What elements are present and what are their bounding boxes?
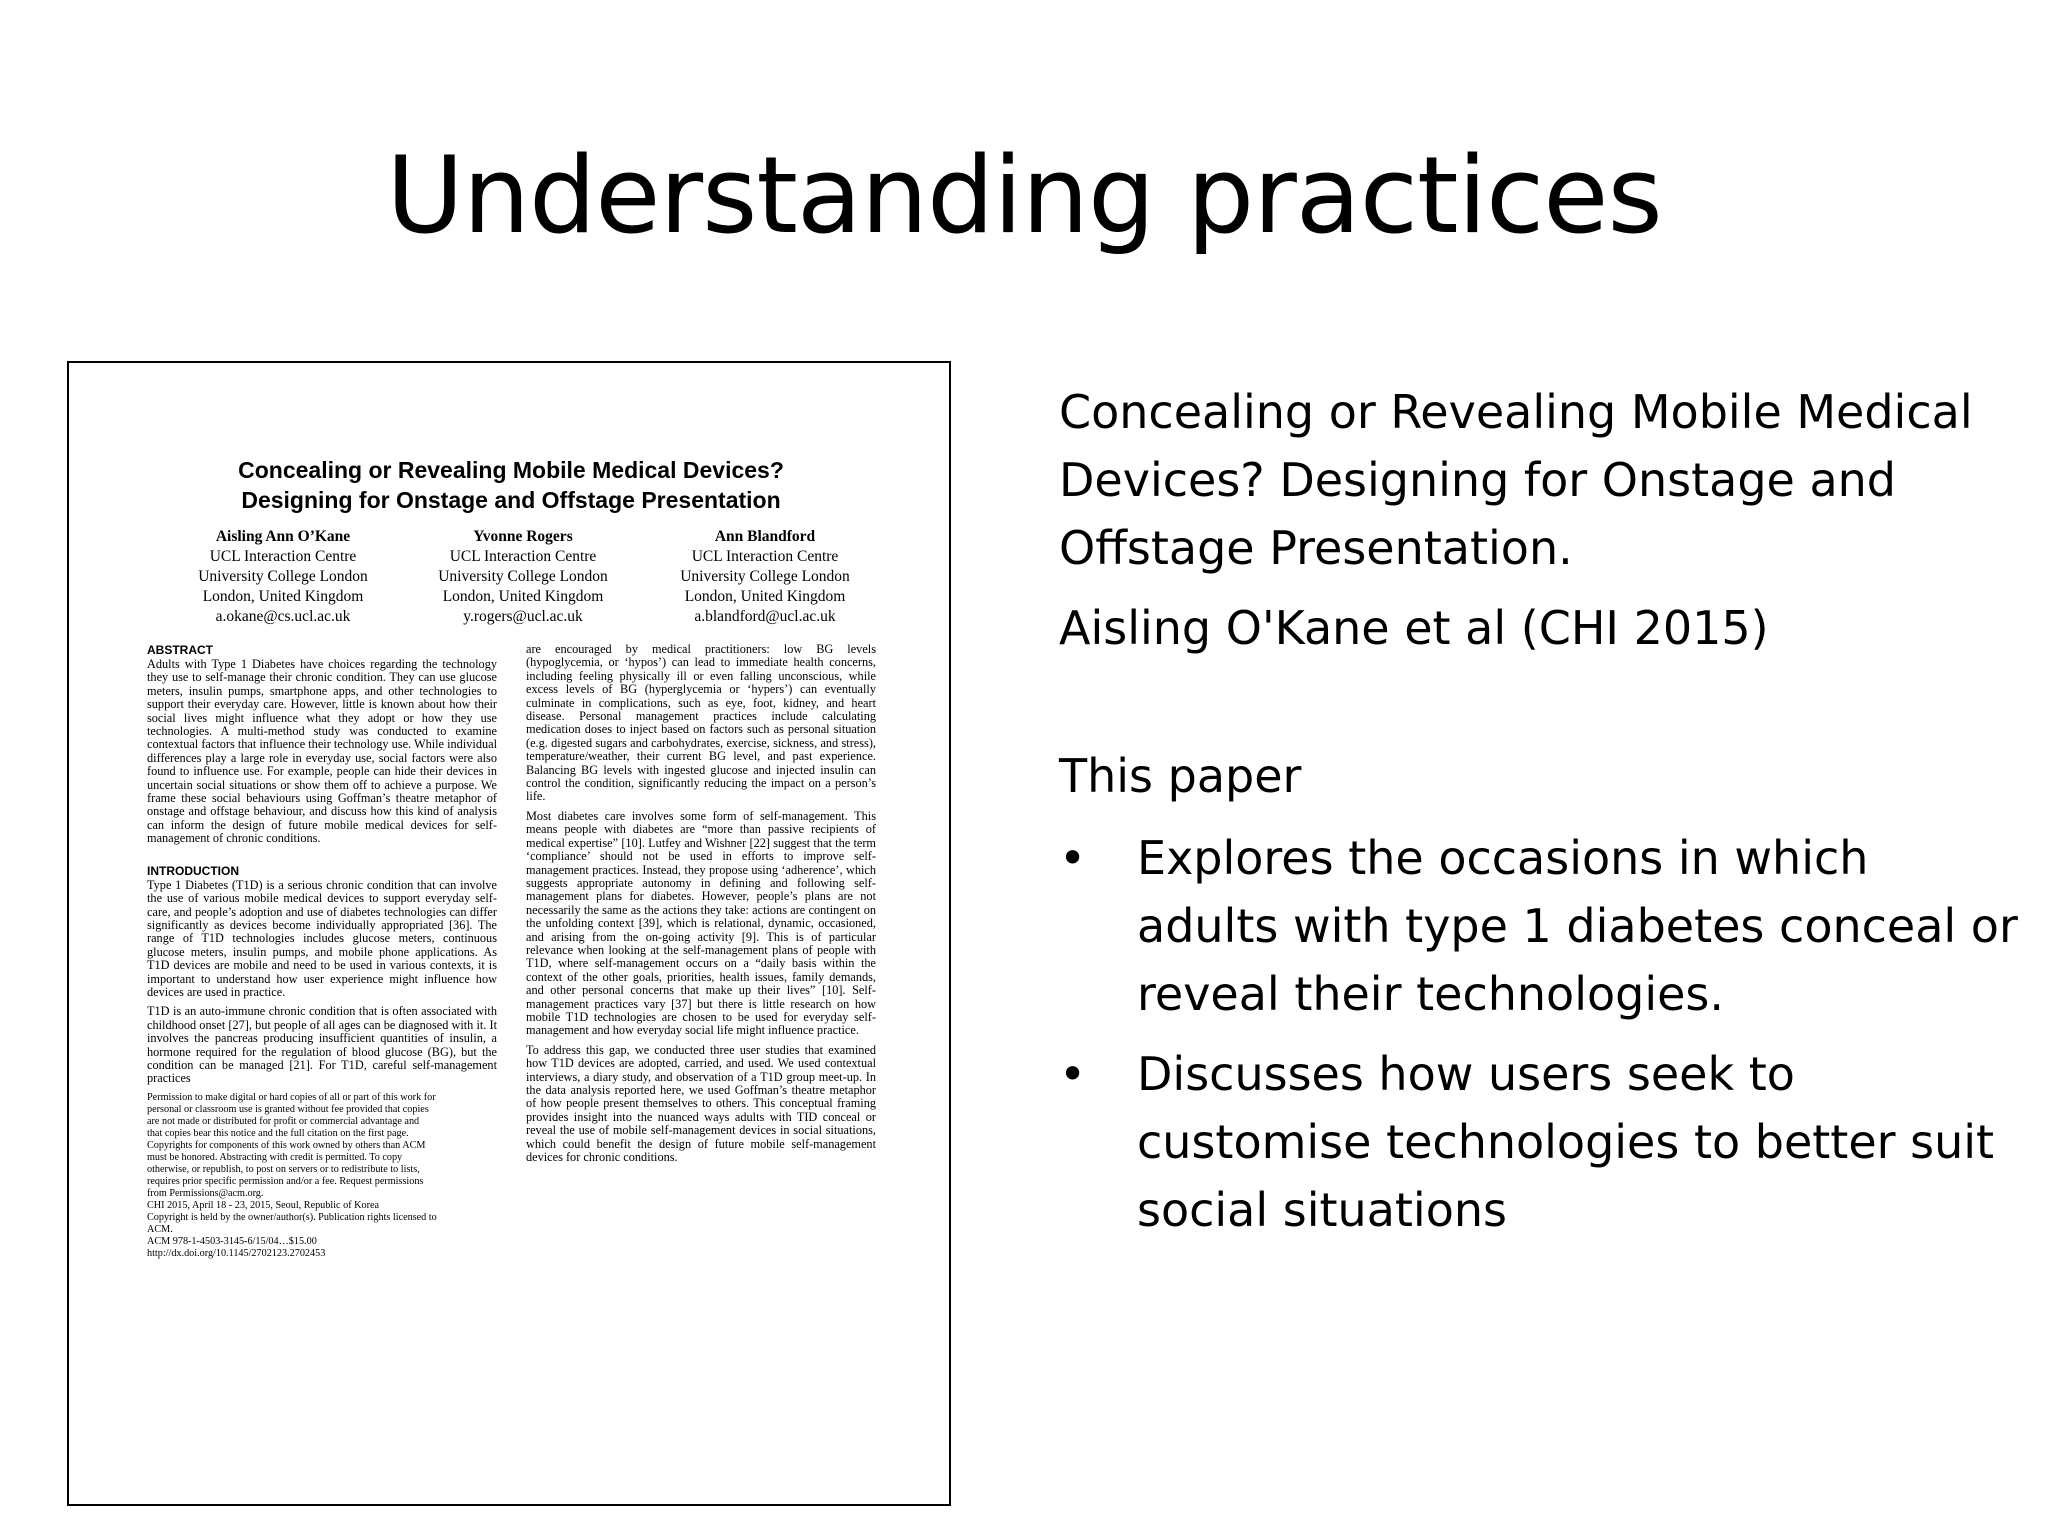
permission-line: otherwise, or republish, to post on servers or to redistribute to lists, bbox=[147, 1163, 420, 1175]
author-block bbox=[645, 527, 885, 627]
author-block bbox=[403, 527, 643, 627]
author-name: Ann Blandford bbox=[714, 528, 816, 545]
abstract-text: Adults with Type 1 Diabetes have choices regarding the technology they use to self-manage their chronic condition. They can use glucose meters, insulin pumps, smartphone apps, and other technologies to support their everyday care. However, little is known about how their social lives might influence what they adopt or how they use technologies. A multi-method study was conducted to examine contextual factors that influence their technology use. While individual differences play a large role in everyday use, social factors were also found to influence use. For example, people can hide their devices in uncertain social situations or show them off to achieve a purpose. We frame these social behaviours using Goffman’s theatre metaphor of onstage and offstage behaviour, and discuss how this kind of analysis can inform the design of future mobile medical devices for self-management of chronic conditions. bbox=[147, 657, 497, 846]
author-university: University College London bbox=[680, 568, 850, 585]
paragraph: T1D is an auto-immune chronic condition that is often associated with childhood onset [27], but people of all ages can be diagnosed with it. It involves the pancreas producing insufficient quantities of insulin, a hormone required for the regulation of blood glucose (BG), but the condition can be managed [21]. For T1D, careful self-management practices bbox=[147, 1004, 497, 1086]
abstract-heading: ABSTRACT bbox=[147, 643, 213, 657]
author-email: a.okane@cs.ucl.ac.uk bbox=[215, 608, 351, 625]
permission-line: ACM. bbox=[147, 1223, 173, 1235]
bullet-dot: • bbox=[1059, 1047, 1087, 1101]
permission-line: must be honored. Abstracting with credit is permitted. To copy bbox=[147, 1151, 403, 1163]
paper-thumbnail bbox=[67, 361, 951, 1506]
permission-line: ACM 978-1-4503-3145-6/15/04…$15.00 bbox=[147, 1235, 317, 1247]
bullet-text: Discusses how users seek to customise technologies to better suit social situations bbox=[1137, 1047, 1995, 1237]
summary-lead: This paper bbox=[1059, 749, 1302, 803]
slide-title: Understanding practices bbox=[386, 134, 1662, 257]
summary-bullets bbox=[1059, 824, 2019, 1244]
permission-line: requires prior specific permission and/or a fee. Request permissions bbox=[147, 1175, 424, 1187]
author-block bbox=[163, 527, 403, 627]
author-email: y.rogers@ucl.ac.uk bbox=[463, 608, 583, 625]
paper-right-column bbox=[526, 643, 876, 1170]
bullet-text: Explores the occasions in which adults with type 1 diabetes conceal or reveal their technologies. bbox=[1137, 831, 2018, 1021]
paragraph: To address this gap, we conducted three user studies that examined how T1D devices are adopted, carried, and used. We used contextual interviews, a diary study, and observation of a T1D group meet-up. In the data analysis reported here, we used Goffman’s theatre metaphor of how people present themselves to others. This conceptual framing provides insight into the nuanced ways adults with TID conceal or reveal the use of mobile self-management devices in social situations, which could benefit the design of future mobile self-management devices for chronic conditions. bbox=[526, 1042, 876, 1165]
author-name: Yvonne Rogers bbox=[473, 528, 573, 545]
author-name: Aisling Ann O’Kane bbox=[215, 528, 351, 545]
paper-title-line: Designing for Onstage and Offstage Presentation bbox=[241, 487, 781, 513]
introduction-heading: INTRODUCTION bbox=[147, 863, 239, 878]
author-university: University College London bbox=[438, 568, 608, 585]
permission-line: are not made or distributed for profit or commercial advantage and bbox=[147, 1115, 420, 1127]
author-location: London, United Kingdom bbox=[684, 588, 846, 605]
summary-panel bbox=[1059, 378, 2019, 1256]
permission-line: http://dx.doi.org/10.1145/2702123.2702453 bbox=[147, 1247, 326, 1259]
bullet-dot: • bbox=[1059, 831, 1087, 885]
paragraph: Most diabetes care involves some form of self-management. This means people with diabetes are “more than passive recipients of medical expertise” [10]. Lutfey and Wishner [22] suggest that the term ‘compliance’ should not be used in efforts to improve self-management practices. Instead, they propose using ‘adherence’, which suggests appropriate autonomy in defining and following self-management plans for diabetes. However, people’s plans are not necessarily the same as the actions they take: actions are contingent on the unfolding context [39], which is relational, dynamic, occasioned, and arising from the on-going activity [9]. This is of particular relevance when looking at the self-management plans of people with T1D, where self-management occurs on a “daily basis within the context of the other goals, priorities, health issues, family demands, and other personal concerns that make up their lives” [10]. Self-management practices vary [37] but there is little research on how mobile T1D technologies are chosen to be used for everyday self-management and how everyday social life might influence practice. bbox=[526, 808, 876, 1038]
author-university: University College London bbox=[198, 568, 368, 585]
permission-line: Copyrights for components of this work owned by others than ACM bbox=[147, 1139, 426, 1151]
paper-title bbox=[69, 455, 951, 515]
permission-notice bbox=[147, 1092, 497, 1260]
author-location: London, United Kingdom bbox=[202, 588, 364, 605]
paragraph: are encouraged by medical practitioners: low BG levels (hypoglycemia, or ‘hypos’) can lead to immediate health concerns, including feeling physically ill or even falling unconscious, while excess levels of BG (hyperglycemia or ‘hypers’) can eventually culminate in complications, such as eye, foot, kidney, and heart disease. Personal management practices include calculating medication doses to inject based on factors such as personal situation (e.g. digested sugars and carbohydrates, exercise, sickness, and stress), temperature/weather, their current BG level, and past experience. Balancing BG levels with ingested glucose and injected insulin can control the condition, significantly reducing the impact on a person’s life. bbox=[526, 642, 876, 804]
author-email: a.blandford@ucl.ac.uk bbox=[694, 608, 836, 625]
paper-left-column bbox=[147, 643, 497, 1260]
permission-line: Permission to make digital or hard copies of all or part of this work for bbox=[147, 1091, 436, 1103]
permission-line: personal or classroom use is granted without fee provided that copies bbox=[147, 1103, 429, 1115]
author-affiliation: UCL Interaction Centre bbox=[449, 548, 597, 565]
bullet-item bbox=[1059, 824, 2019, 1028]
permission-line: that copies bear this notice and the full citation on the first page. bbox=[147, 1127, 409, 1139]
paper-title-line: Concealing or Revealing Mobile Medical Devices? bbox=[238, 457, 784, 483]
citation-title: Concealing or Revealing Mobile Medical Devices? Designing for Onstage and Offstage Presentation. bbox=[1059, 385, 1973, 575]
permission-line: from Permissions@acm.org. bbox=[147, 1187, 264, 1199]
permission-line: CHI 2015, April 18 - 23, 2015, Seoul, Republic of Korea bbox=[147, 1199, 380, 1211]
author-affiliation: UCL Interaction Centre bbox=[209, 548, 357, 565]
author-affiliation: UCL Interaction Centre bbox=[691, 548, 839, 565]
bullet-item bbox=[1059, 1040, 2019, 1244]
author-location: London, United Kingdom bbox=[442, 588, 604, 605]
citation-authors: Aisling O'Kane et al (CHI 2015) bbox=[1059, 601, 1769, 655]
permission-line: Copyright is held by the owner/author(s). Publication rights licensed to bbox=[147, 1211, 437, 1223]
paragraph: Type 1 Diabetes (T1D) is a serious chronic condition that can involve the use of various mobile medical devices to support everyday self-care, and people’s adoption and use of diabetes technologies can differ significantly as devices become individually appropriated [36]. The range of T1D technologies includes glucose meters, continuous glucose meters, insulin pumps, and mobile phone applications. As T1D devices are mobile and need to be used in various contexts, it is important to understand how user experience might influence how devices are used in practice. bbox=[147, 877, 497, 999]
